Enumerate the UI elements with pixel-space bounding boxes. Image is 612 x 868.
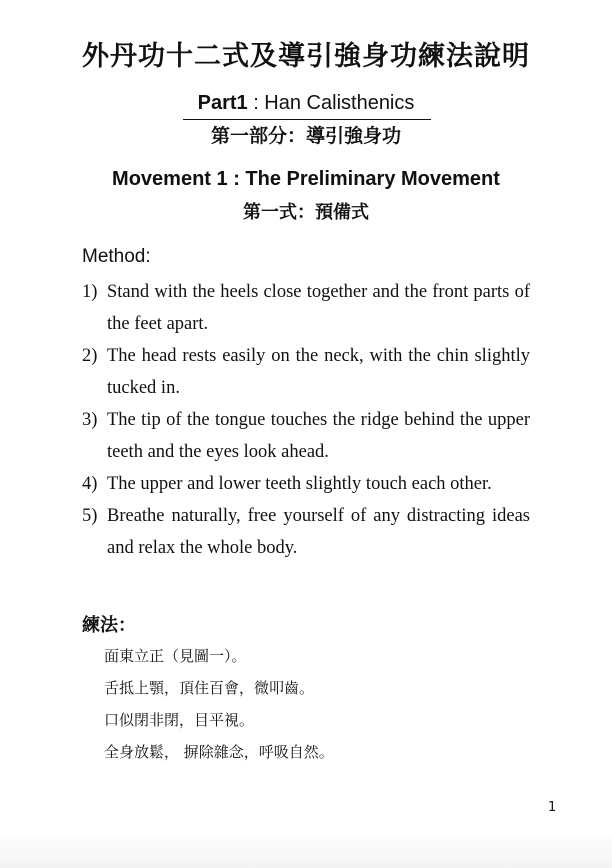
page-number: 1 bbox=[548, 800, 557, 815]
movement-title-en: Movement 1 : The Preliminary Movement bbox=[112, 168, 500, 190]
step-text: Breathe naturally, free yourself of any distracting ideas and relax the whole body. bbox=[107, 506, 530, 558]
method-step bbox=[82, 276, 530, 340]
part-name: : Han Calisthenics bbox=[247, 92, 415, 114]
lianfa-line: 面東立正（見圖一）。 bbox=[104, 647, 247, 665]
step-number: 1) bbox=[82, 282, 98, 302]
part-heading-en bbox=[0, 92, 612, 115]
step-number: 3) bbox=[82, 410, 98, 430]
page-title: 外丹功十二式及導引強身功練法說明 bbox=[82, 41, 530, 72]
lianfa-heading: 練法： bbox=[82, 615, 136, 636]
method-step bbox=[82, 500, 530, 564]
method-step bbox=[82, 404, 530, 468]
step-number: 5) bbox=[82, 506, 98, 526]
lianfa-line: 口似閉非閉，目平視。 bbox=[104, 711, 255, 729]
method-step bbox=[82, 468, 530, 500]
step-number: 2) bbox=[82, 346, 98, 366]
step-text: Stand with the heels close together and the front parts of the feet apart. bbox=[107, 282, 530, 334]
step-text: The head rests easily on the neck, with the chin slightly tucked in. bbox=[107, 346, 530, 398]
part-heading-zh: 第一部分：導引強身功 bbox=[210, 125, 401, 147]
lianfa-lines bbox=[104, 643, 334, 771]
movement-title-zh: 第一式：預備式 bbox=[243, 202, 369, 223]
part-divider bbox=[183, 119, 431, 120]
step-text: The upper and lower teeth slightly touch each other. bbox=[107, 474, 492, 494]
method-step bbox=[82, 340, 530, 404]
part-number: Part1 bbox=[197, 92, 248, 114]
lianfa-line: 全身放鬆， 摒除雜念，呼吸自然。 bbox=[104, 743, 334, 761]
step-text: The tip of the tongue touches the ridge behind the upper teeth and the eyes look ahead. bbox=[107, 410, 530, 462]
method-heading: Method: bbox=[82, 246, 151, 267]
lianfa-line: 舌抵上顎，頂住百會，微叩齒。 bbox=[104, 679, 315, 697]
step-number: 4) bbox=[82, 474, 98, 494]
method-steps bbox=[82, 276, 530, 564]
